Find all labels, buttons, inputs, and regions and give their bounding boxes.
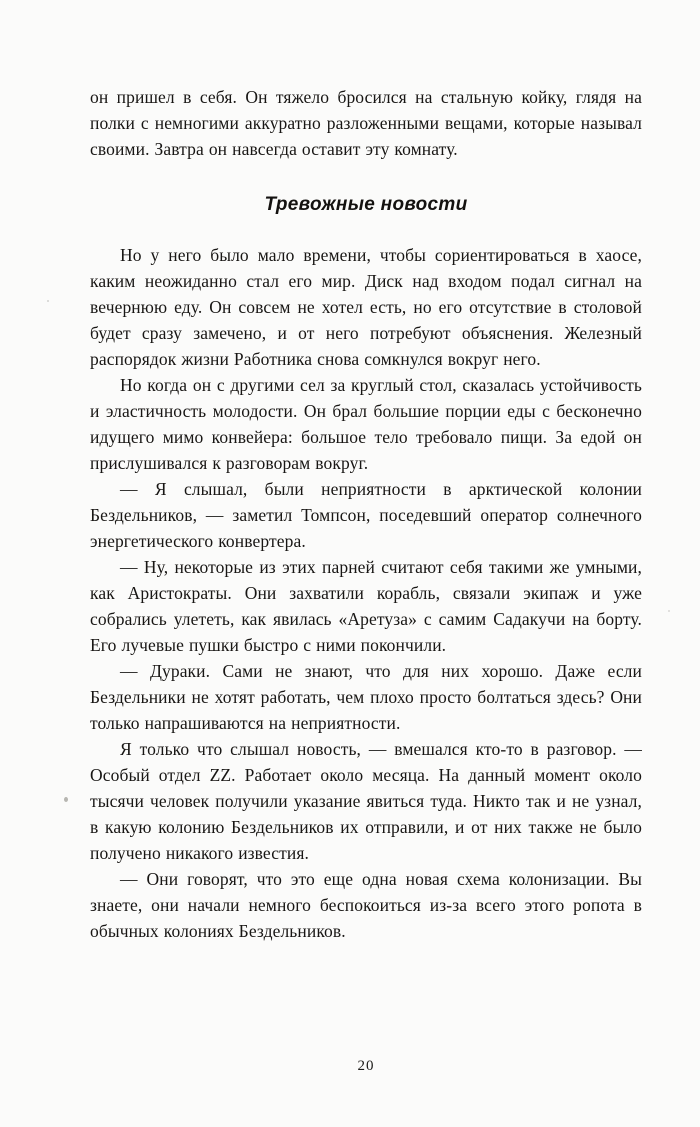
intro-paragraph: он пришел в себя. Он тяжело бросился на стальную койку, глядя на полки с немногими аккуратно разложенными вещами, которые называл своими. Завтра он навсегда оставит эту комнату.: [90, 87, 642, 159]
scan-speck: [64, 797, 68, 802]
paragraph: — Дураки. Сами не знают, что для них хорошо. Даже если Бездельники не хотят работать, чем плохо просто болтаться здесь? Они только напрашиваются на неприятности.: [90, 661, 642, 733]
text-block: [90, 84, 642, 944]
scan-speck: [668, 610, 670, 612]
chapter-heading: Тревожные новости: [264, 194, 468, 215]
scan-speck: [47, 300, 49, 302]
paragraph: Но когда он с другими сел за круглый стол, сказалась устойчивость и эластичность молодости. Он брал большие порции еды с бесконечно идущего мимо конвейера: большое тело требовало пищи. За едой он прислушивался к разговорам вокруг.: [90, 375, 642, 473]
page-number: 20: [357, 1058, 375, 1074]
paragraph: — Ну, некоторые из этих парней считают себя такими же умными, как Аристократы. Они захватили корабль, связали экипаж и уже собрались улететь, как явилась «Аретуза» с самим Садакучи на борту. Его лучевые пушки быстро с ними покончили.: [90, 557, 642, 655]
paragraph: Я только что слышал новость, — вмешался кто-то в разговор. — Особый отдел ZZ. Работает около месяца. На данный момент около тысячи человек получили указание явиться туда. Никто так и не узнал, в какую колонию Бездельников их отправили, и от них также не было получено никакого известия.: [90, 739, 642, 863]
paragraph: Но у него было мало времени, чтобы сориентироваться в хаосе, каким неожиданно стал его мир. Диск над входом подал сигнал на вечернюю еду. Он совсем не хотел есть, но его отсутствие в столовой будет сразу замечено, и от него потребуют объяснения. Железный распорядок жизни Работника снова сомкнулся вокруг него.: [90, 245, 642, 369]
paragraph: — Они говорят, что это еще одна новая схема колонизации. Вы знаете, они начали немного беспокоиться из-за всего этого ропота в обычных колониях Бездельников.: [90, 869, 642, 941]
paragraph: — Я слышал, были неприятности в арктической колонии Бездельников, — заметил Томпсон, поседевший оператор солнечного энергетического конвертера.: [90, 479, 642, 551]
